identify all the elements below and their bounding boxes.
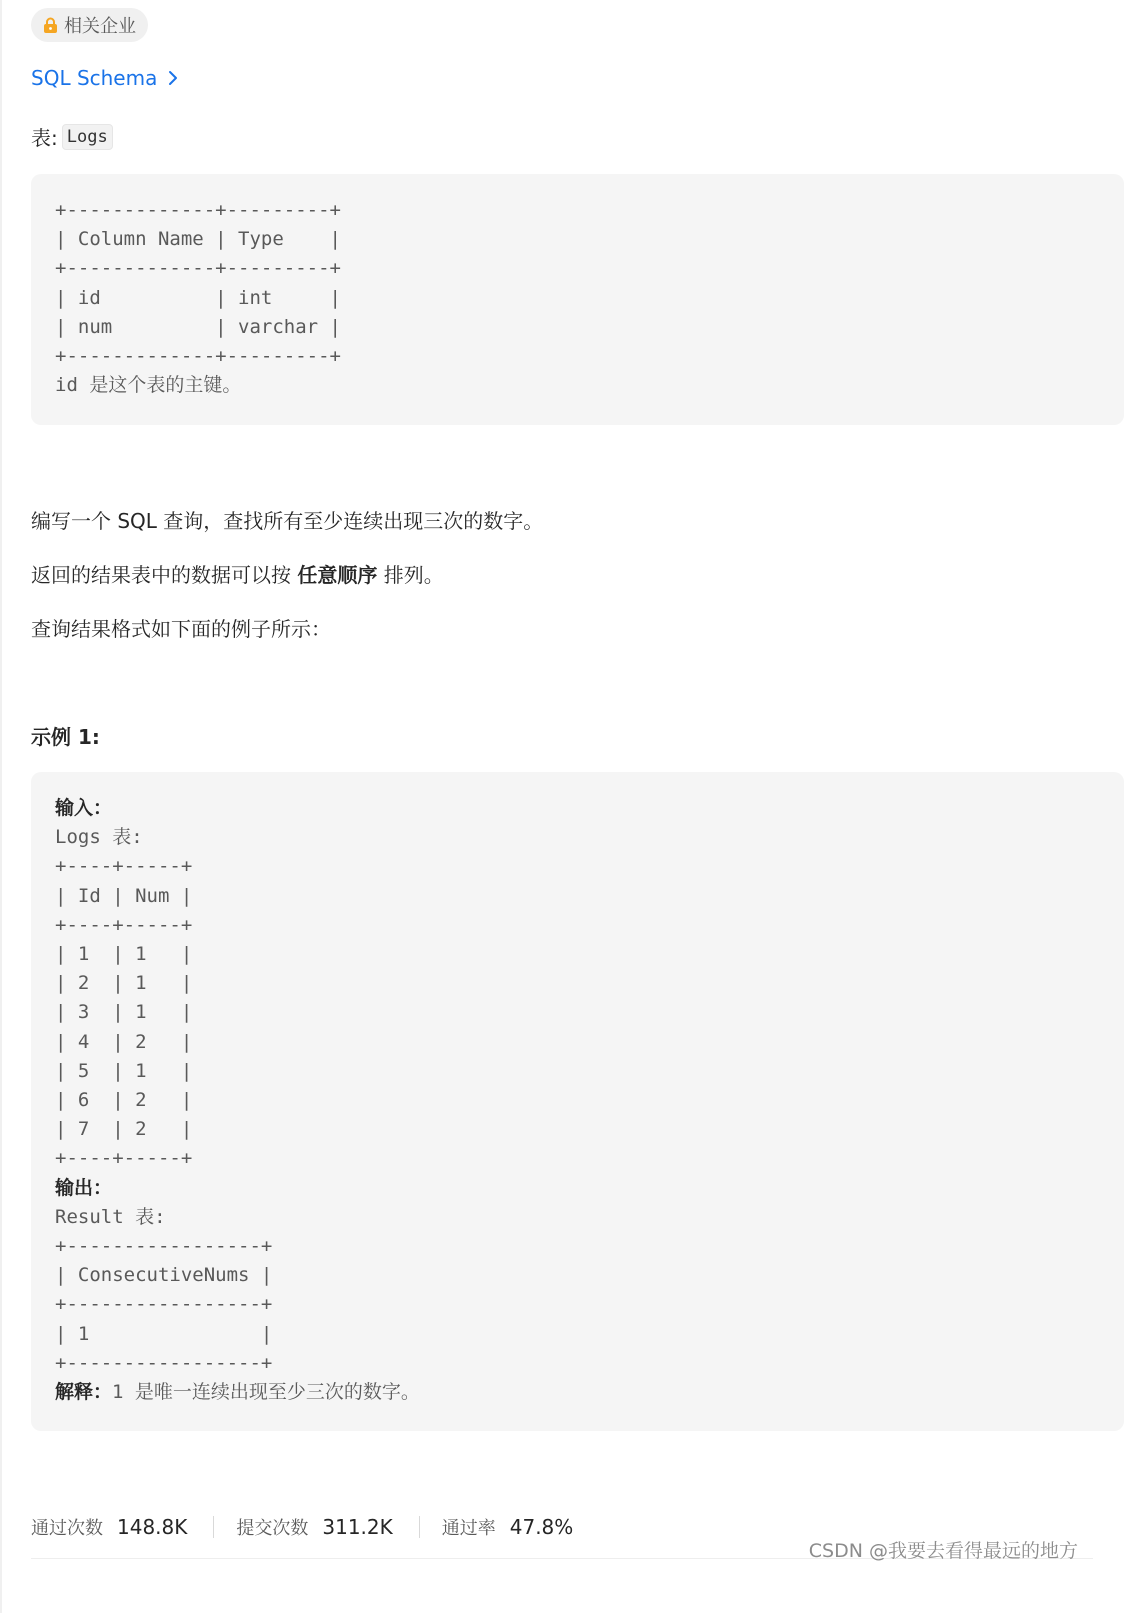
input-line: | Id | Num |	[55, 884, 193, 907]
schema-note: id 是这个表的主键。	[55, 374, 242, 397]
input-line: | 3 | 1 |	[55, 1001, 193, 1024]
chevron-right-icon	[167, 69, 179, 87]
stat-rate-label: 通过率	[441, 1518, 496, 1539]
schema-line: +-------------+---------+	[55, 199, 341, 221]
input-line: | 6 | 2 |	[55, 1089, 193, 1112]
input-line: +----+-----+	[55, 855, 193, 878]
output-line: +-----------------+	[55, 1351, 273, 1374]
stat-submitted	[236, 1514, 392, 1540]
p2-bold-text: 任意顺序	[297, 563, 378, 587]
example-text	[55, 794, 420, 1407]
input-line: | 1 | 1 |	[55, 943, 193, 966]
output-line: +-----------------+	[55, 1235, 273, 1258]
submission-stats	[31, 1514, 573, 1540]
sql-schema-link[interactable]	[31, 66, 179, 90]
input-line: | 7 | 2 |	[55, 1118, 193, 1141]
sql-schema-label[interactable]: SQL Schema	[31, 66, 158, 90]
input-line: | 2 | 1 |	[55, 972, 193, 995]
output-line: | 1 |	[55, 1322, 273, 1345]
output-line: +-----------------+	[55, 1293, 273, 1316]
example-heading: 示例 1:	[31, 725, 100, 749]
input-line: | 5 | 1 |	[55, 1059, 193, 1082]
schema-line: +-------------+---------+	[55, 257, 341, 280]
stat-divider	[213, 1516, 214, 1538]
table-intro	[31, 122, 113, 151]
input-line: +----+-----+	[55, 1147, 193, 1170]
input-line: | 4 | 2 |	[55, 1030, 193, 1053]
explain-text: 1 是唯一连续出现至少三次的数字。	[112, 1381, 420, 1404]
description-paragraph-3: 查询结果格式如下面的例子所示：	[31, 617, 331, 641]
stat-accepted-label: 通过次数	[31, 1518, 103, 1539]
output-line: Result 表:	[55, 1205, 166, 1228]
explain-label: 解释：	[55, 1381, 113, 1404]
input-label: 输入：	[55, 797, 113, 819]
stat-submitted-value: 311.2K	[322, 1515, 393, 1539]
output-line: | ConsecutiveNums |	[55, 1264, 273, 1287]
schema-code-block	[31, 174, 1124, 425]
output-label: 输出：	[55, 1176, 113, 1199]
description-paragraph-2	[31, 559, 444, 588]
left-border	[0, 0, 2, 1613]
description-paragraph-1: 编写一个 SQL 查询，查找所有至少连续出现三次的数字。	[31, 509, 544, 533]
table-name-code: Logs	[62, 124, 113, 150]
schema-line: +-------------+---------+	[55, 345, 341, 368]
stat-divider	[419, 1516, 420, 1538]
schema-line: | num | varchar |	[55, 315, 341, 338]
schema-line: | Column Name | Type |	[55, 228, 341, 251]
stat-accepted	[31, 1514, 187, 1540]
company-tag-label: 相关企业	[64, 16, 136, 37]
company-tag[interactable]	[31, 8, 148, 42]
stat-rate	[442, 1514, 574, 1540]
stat-submitted-label: 提交次数	[236, 1518, 309, 1539]
p2-text-after: 排列。	[377, 563, 444, 587]
input-line: +----+-----+	[55, 913, 193, 936]
stat-accepted-value: 148.8K	[117, 1515, 188, 1539]
example-code-block	[31, 772, 1124, 1431]
input-line: Logs 表:	[55, 826, 143, 849]
schema-line: | id | int |	[55, 286, 341, 309]
lock-icon	[43, 17, 58, 33]
stat-rate-value: 47.8%	[509, 1515, 574, 1539]
watermark-text: CSDN @我要去看得最远的地方	[808, 1540, 1078, 1562]
p2-text-before: 返回的结果表中的数据可以按	[31, 563, 298, 587]
table-intro-prefix: 表:	[31, 126, 58, 150]
schema-text	[55, 196, 341, 400]
